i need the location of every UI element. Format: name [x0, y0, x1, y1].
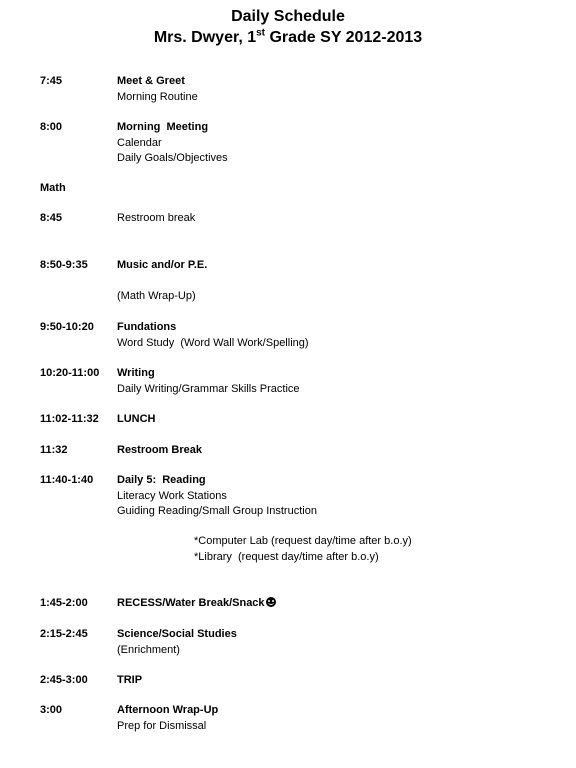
activity-title: Science/Social Studies	[117, 628, 237, 640]
schedule-time: 8:00	[40, 121, 63, 133]
activity-title-text: RECESS/Water Break/Snack	[117, 597, 265, 609]
activity-detail: Literacy Work Stations	[117, 489, 227, 502]
activity-title: TRIP	[117, 674, 143, 686]
schedule-subtitle	[0, 27, 576, 48]
subtitle-ordinal: st	[256, 27, 266, 39]
activity-title: Fundations	[117, 321, 177, 333]
schedule-activity	[117, 412, 517, 428]
schedule-time: 3:00	[40, 704, 63, 716]
schedule-activity	[117, 74, 517, 105]
schedule-activity	[117, 320, 517, 351]
schedule-time: 2:15-2:45	[40, 628, 88, 640]
schedule-time: 2:45-3:00	[40, 674, 88, 686]
activity-title: Morning Meeting	[117, 121, 209, 133]
schedule-activity	[117, 596, 517, 612]
schedule-time: 11:40-1:40	[40, 474, 94, 486]
activity-detail: (Enrichment)	[117, 643, 180, 656]
page-title	[0, 6, 576, 48]
activity-detail: (Math Wrap-Up)	[117, 289, 196, 302]
schedule-activity	[117, 120, 517, 167]
subtitle-teacher: Mrs. Dwyer, 1	[153, 29, 257, 46]
schedule-activity	[117, 443, 517, 459]
schedule-title: Daily Schedule	[231, 8, 345, 25]
activity-title: Restroom Break	[117, 444, 202, 456]
activity-title: Daily 5: Reading	[117, 474, 206, 486]
computer-lab-note: *Computer Lab (request day/time after b.o.y)	[194, 535, 412, 547]
activity-detail: Guiding Reading/Small Group Instruction	[117, 505, 317, 517]
activity-title: Afternoon Wrap-Up	[117, 704, 219, 716]
schedule-time: 7:45	[40, 75, 63, 87]
schedule-activity	[117, 627, 517, 658]
activity-detail: Daily Writing/Grammar Skills Practice	[117, 382, 300, 395]
activity-detail: Restroom break	[117, 212, 196, 224]
schedule-time: 11:32	[40, 444, 68, 456]
schedule-time: 8:50-9:35	[40, 259, 88, 271]
schedule-activity	[117, 703, 517, 734]
schedule-activity	[117, 473, 517, 520]
activity-title: Writing	[117, 367, 155, 379]
activity-detail: Word Study (Word Wall Work/Spelling)	[117, 336, 309, 349]
activity-title: LUNCH	[117, 413, 156, 425]
subtitle-grade-year: Grade SY 2012-2013	[265, 29, 423, 46]
activity-detail: Daily Goals/Objectives	[117, 152, 228, 164]
schedule-activity	[117, 673, 517, 689]
activity-title: Music and/or P.E.	[117, 259, 208, 271]
schedule-activity	[117, 366, 517, 397]
activity-title	[117, 596, 517, 612]
activity-detail: Morning Routine	[117, 90, 198, 103]
schedule-time: 9:50-10:20	[40, 321, 94, 333]
activity-detail: Prep for Dismissal	[117, 719, 207, 732]
smiley-icon	[266, 597, 276, 607]
schedule-time: 1:45-2:00	[40, 597, 88, 609]
schedule-time: 10:20-11:00	[40, 367, 100, 379]
library-note: *Library (request day/time after b.o.y)	[194, 551, 379, 563]
schedule-time: 11:02-11:32	[40, 413, 99, 425]
activity-title: Meet & Greet	[117, 75, 185, 87]
schedule-time: 8:45	[40, 212, 63, 224]
schedule-activity	[117, 211, 517, 227]
schedule-activity	[117, 258, 517, 304]
schedule-section-label: Math	[40, 182, 66, 194]
activity-detail: Calendar	[117, 136, 162, 149]
